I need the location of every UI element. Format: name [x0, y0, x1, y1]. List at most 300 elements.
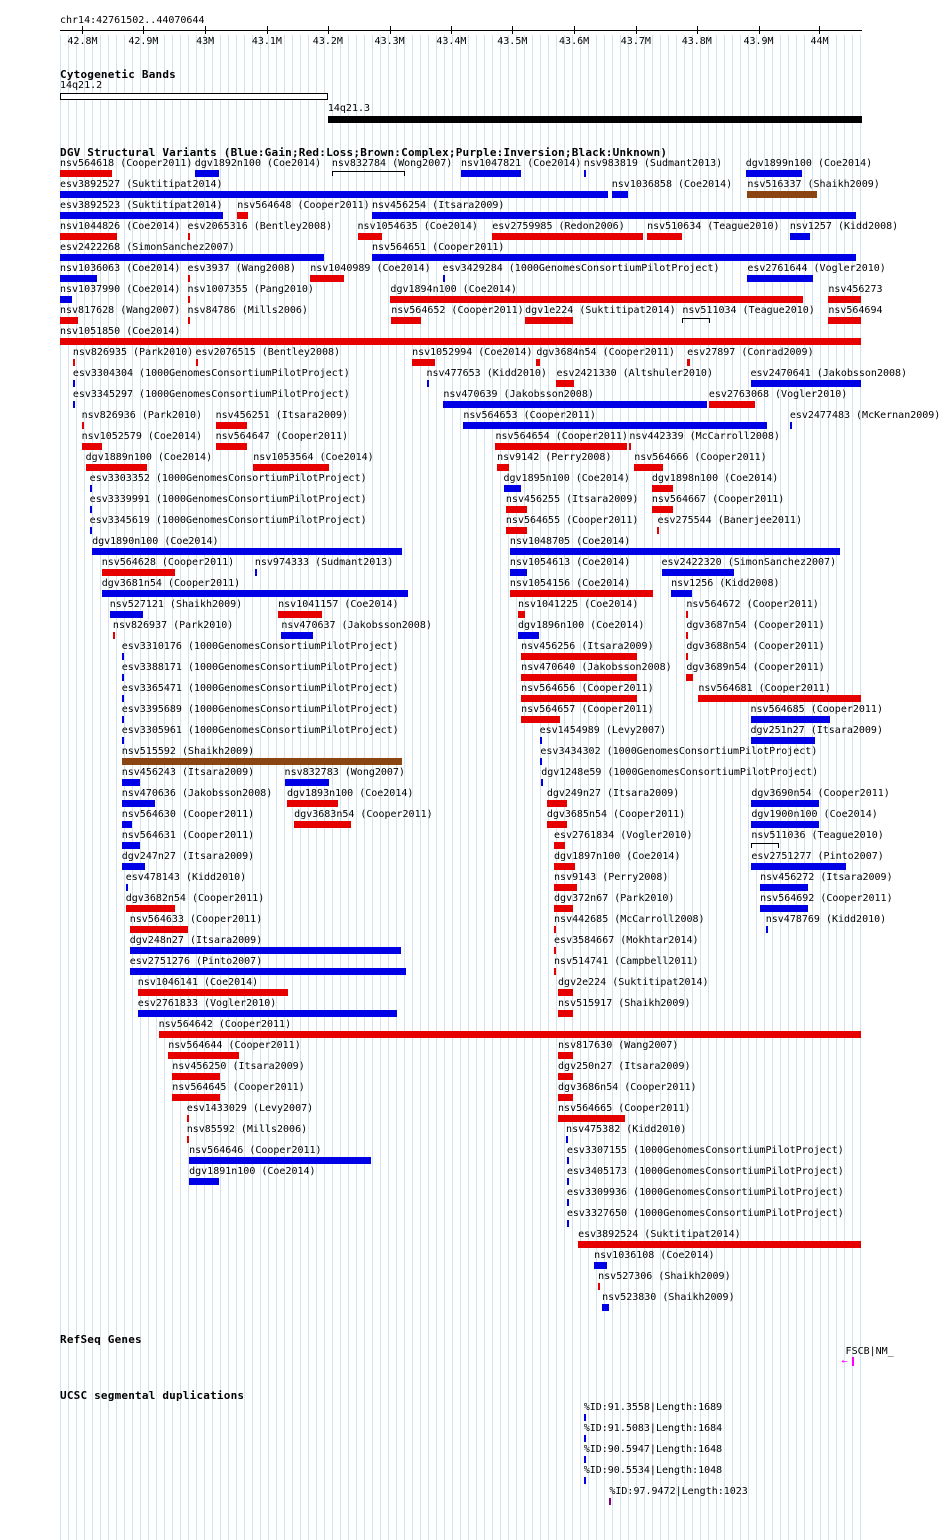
sv-label[interactable]: esv3309936 (1000GenomesConsortiumPilotProject)	[566, 1187, 844, 1198]
sv-bar[interactable]	[358, 233, 383, 240]
sv-bar[interactable]	[60, 212, 223, 219]
sv-label[interactable]: dgv3681n54 (Cooper2011)	[101, 578, 241, 589]
sv-bar[interactable]	[506, 527, 527, 534]
sv-label[interactable]: nsv442339 (McCarroll2008)	[629, 431, 780, 442]
sv-bar[interactable]	[443, 275, 445, 282]
sv-label[interactable]: nsv470637 (Jakobsson2008)	[281, 620, 432, 631]
sv-label[interactable]: nsv1007355 (Pang2010)	[187, 284, 314, 295]
sv-bar[interactable]	[541, 779, 543, 786]
sv-bar[interactable]	[122, 695, 124, 702]
sv-label[interactable]: nsv832784 (Wong2007)	[331, 158, 453, 169]
sv-label[interactable]: esv3405173 (1000GenomesConsortiumPilotProject)	[566, 1166, 844, 1177]
sv-label[interactable]: esv2761833 (Vogler2010)	[137, 998, 277, 1009]
sv-label[interactable]: esv3339991 (1000GenomesConsortiumPilotProject)	[89, 494, 367, 505]
sv-label[interactable]: dgv251n27 (Itsara2009)	[750, 725, 883, 736]
sv-bar[interactable]	[554, 968, 556, 975]
sv-bar[interactable]	[634, 464, 663, 471]
sv-bar[interactable]	[60, 170, 112, 177]
sv-bar[interactable]	[82, 422, 84, 429]
sv-bar[interactable]	[60, 338, 861, 345]
sv-bar[interactable]	[554, 884, 577, 891]
sv-label[interactable]: esv2751276 (Pinto2007)	[129, 956, 263, 967]
sv-label[interactable]: esv27897 (Conrad2009)	[687, 347, 814, 358]
sv-bar[interactable]	[687, 359, 690, 366]
sv-label[interactable]: nsv564642 (Cooper2011)	[158, 1019, 292, 1030]
segdup-label[interactable]: %ID:90.5534|Length:1048	[583, 1465, 723, 1476]
sv-bar[interactable]	[790, 233, 810, 240]
sv-label[interactable]: nsv564646 (Cooper2011)	[189, 1145, 322, 1156]
sv-bar[interactable]	[554, 863, 575, 870]
sv-bar[interactable]	[90, 527, 92, 534]
sv-bar[interactable]	[90, 506, 92, 513]
sv-bar[interactable]	[671, 590, 692, 597]
sv-label[interactable]: nsv564655 (Cooper2011)	[505, 515, 639, 526]
sv-label[interactable]: nsv826935 (Park2010)	[72, 347, 194, 358]
sv-bar[interactable]	[159, 1031, 862, 1038]
sv-bar[interactable]	[751, 863, 846, 870]
sv-bar[interactable]	[518, 611, 525, 618]
sv-bar[interactable]	[510, 590, 653, 597]
gene-label[interactable]: FSCB|NM_	[845, 1346, 894, 1357]
sv-bar[interactable]	[188, 233, 190, 240]
sv-bar[interactable]	[138, 1010, 397, 1017]
sv-bar[interactable]	[540, 758, 542, 765]
sv-label[interactable]: esv3937 (Wang2008)	[187, 263, 296, 274]
sv-bar[interactable]	[122, 863, 145, 870]
sv-bar[interactable]	[195, 170, 219, 177]
sv-bar[interactable]	[497, 464, 509, 471]
sv-label[interactable]: esv3892523 (Suktitipat2014)	[60, 200, 223, 211]
sv-label[interactable]: nsv564685 (Cooper2011)	[750, 704, 883, 715]
sv-bar[interactable]	[652, 485, 673, 492]
sv-label[interactable]: dgv3684n54 (Cooper2011)	[536, 347, 675, 358]
sv-label[interactable]: dgv1895n100 (Coe2014)	[503, 473, 630, 484]
sv-label[interactable]: esv2761834 (Vogler2010)	[554, 830, 693, 841]
sv-label[interactable]: esv2421330 (Altshuler2010)	[556, 368, 713, 379]
sv-bar[interactable]	[281, 632, 313, 639]
sv-label[interactable]: esv3304304 (1000GenomesConsortiumPilotProject)	[72, 368, 350, 379]
sv-bar[interactable]	[187, 1136, 189, 1143]
sv-label[interactable]: nsv564666 (Cooper2011)	[634, 452, 767, 463]
sv-bar[interactable]	[828, 296, 861, 303]
sv-bar[interactable]	[598, 1283, 600, 1290]
sv-label[interactable]: esv3365471 (1000GenomesConsortiumPilotProject)	[121, 683, 399, 694]
sv-label[interactable]: nsv564667 (Cooper2011)	[651, 494, 785, 505]
sv-bar[interactable]	[130, 926, 189, 933]
sv-label[interactable]: dgv1248e59 (1000GenomesConsortiumPilotProject)	[541, 767, 819, 778]
sv-label[interactable]: nsv1054613 (Coe2014)	[509, 557, 631, 568]
sv-label[interactable]: nsv564644 (Cooper2011)	[168, 1040, 301, 1051]
sv-bar[interactable]	[122, 653, 124, 660]
segdup-label[interactable]: %ID:97.9472|Length:1023	[609, 1486, 748, 1497]
sv-label[interactable]: esv2761644 (Vogler2010)	[747, 263, 886, 274]
sv-bar[interactable]	[294, 821, 351, 828]
sv-bar[interactable]	[332, 171, 405, 176]
sv-bar[interactable]	[567, 1220, 569, 1227]
sv-bar[interactable]	[126, 884, 128, 891]
sv-bar[interactable]	[60, 254, 324, 261]
sv-label[interactable]: esv2477483 (McKernan2009)	[789, 410, 940, 421]
sv-label[interactable]: dgv1891n100 (Coe2014)	[189, 1166, 316, 1177]
sv-label[interactable]: dgv249n27 (Itsara2009)	[546, 788, 680, 799]
sv-bar[interactable]	[510, 569, 527, 576]
sv-bar[interactable]	[73, 380, 75, 387]
sv-bar[interactable]	[90, 485, 92, 492]
sv-label[interactable]: nsv826936 (Park2010)	[81, 410, 203, 421]
sv-label[interactable]: nsv564657 (Cooper2011)	[521, 704, 654, 715]
sv-label[interactable]: nsv1041157 (Coe2014)	[278, 599, 399, 610]
sv-bar[interactable]	[427, 380, 429, 387]
sv-label[interactable]: esv2763068 (Vogler2010)	[708, 389, 848, 400]
sv-bar[interactable]	[629, 443, 631, 450]
sv-label[interactable]: nsv564656 (Cooper2011)	[521, 683, 654, 694]
sv-bar[interactable]	[102, 569, 175, 576]
sv-bar[interactable]	[536, 359, 539, 366]
sv-bar[interactable]	[828, 317, 861, 324]
sv-label[interactable]: esv275544 (Banerjee2011)	[657, 515, 802, 526]
sv-bar[interactable]	[255, 569, 257, 576]
sv-label[interactable]: esv3345619 (1000GenomesConsortiumPilotProject)	[89, 515, 367, 526]
sv-label[interactable]: nsv564692 (Cooper2011)	[760, 893, 893, 904]
sv-bar[interactable]	[556, 380, 574, 387]
sv-label[interactable]: nsv564645 (Cooper2011)	[172, 1082, 305, 1093]
sv-bar[interactable]	[130, 968, 407, 975]
sv-label[interactable]: esv2065316 (Bentley2008)	[187, 221, 333, 232]
sv-label[interactable]: esv3584667 (Mokhtar2014)	[554, 935, 699, 946]
sv-bar[interactable]	[504, 485, 522, 492]
sv-bar[interactable]	[60, 233, 117, 240]
sv-label[interactable]: nsv1054156 (Coe2014)	[509, 578, 631, 589]
sv-label[interactable]: nsv85592 (Mills2006)	[186, 1124, 308, 1135]
sv-bar[interactable]	[602, 1304, 608, 1311]
sv-bar[interactable]	[126, 905, 176, 912]
sv-label[interactable]: nsv1041225 (Coe2014)	[517, 599, 639, 610]
sv-label[interactable]: esv3310176 (1000GenomesConsortiumPilotProject)	[121, 641, 399, 652]
sv-label[interactable]: dgv247n27 (Itsara2009)	[121, 851, 255, 862]
sv-label[interactable]: dgv1893n100 (Coe2014)	[286, 788, 414, 799]
sv-bar[interactable]	[766, 926, 768, 933]
sv-label[interactable]: nsv817628 (Wang2007)	[60, 305, 181, 316]
sv-label[interactable]: nsv564651 (Cooper2011)	[371, 242, 505, 253]
sv-bar[interactable]	[547, 821, 567, 828]
sv-label[interactable]: nsv456256 (Itsara2009)	[521, 641, 654, 652]
sv-label[interactable]: dgv248n27 (Itsara2009)	[129, 935, 263, 946]
sv-bar[interactable]	[60, 317, 78, 324]
sv-bar[interactable]	[463, 422, 767, 429]
sv-label[interactable]: dgv3688n54 (Cooper2011)	[686, 641, 825, 652]
sv-label[interactable]: nsv470639 (Jakobsson2008)	[443, 389, 594, 400]
sv-label[interactable]: nsv1047821 (Coe2014)	[461, 158, 582, 169]
sv-label[interactable]: esv3892527 (Suktitipat2014)	[60, 179, 223, 190]
sv-label[interactable]: nsv470636 (Jakobsson2008)	[121, 788, 273, 799]
sv-bar[interactable]	[372, 254, 856, 261]
sv-label[interactable]: nsv1048705 (Coe2014)	[509, 536, 631, 547]
sv-label[interactable]: nsv9143 (Perry2008)	[554, 872, 669, 883]
sv-label[interactable]: nsv564618 (Cooper2011)	[60, 158, 193, 169]
sv-label[interactable]: nsv564672 (Cooper2011)	[686, 599, 819, 610]
sv-label[interactable]: nsv1257 (Kidd2008)	[789, 221, 899, 232]
sv-label[interactable]: nsv564665 (Cooper2011)	[558, 1103, 691, 1114]
sv-label[interactable]: esv3429284 (1000GenomesConsortiumPilotProject)	[442, 263, 720, 274]
sv-label[interactable]: esv2076515 (Bentley2008)	[195, 347, 341, 358]
sv-label[interactable]: nsv527121 (Shaikh2009)	[109, 599, 243, 610]
sv-label[interactable]: nsv456273	[828, 284, 883, 295]
sv-label[interactable]: nsv817630 (Wang2007)	[558, 1040, 679, 1051]
sv-label[interactable]: esv3345297 (1000GenomesConsortiumPilotProject)	[72, 389, 350, 400]
sv-bar[interactable]	[412, 359, 434, 366]
sv-label[interactable]: dgv1e224 (Suktitipat2014)	[525, 305, 676, 316]
sv-bar[interactable]	[686, 653, 688, 660]
sv-bar[interactable]	[558, 989, 573, 996]
sv-bar[interactable]	[60, 275, 97, 282]
sv-bar[interactable]	[682, 318, 709, 323]
sv-label[interactable]: nsv523830 (Shaikh2009)	[602, 1292, 735, 1303]
sv-bar[interactable]	[253, 464, 328, 471]
sv-bar[interactable]	[567, 1178, 569, 1185]
sv-bar[interactable]	[122, 758, 402, 765]
sv-bar[interactable]	[521, 653, 637, 660]
sv-label[interactable]: nsv9142 (Perry2008)	[497, 452, 612, 463]
sv-label[interactable]: dgv2e224 (Suktitipat2014)	[558, 977, 709, 988]
sv-bar[interactable]	[189, 1178, 219, 1185]
sv-bar[interactable]	[196, 359, 198, 366]
sv-label[interactable]: nsv564653 (Cooper2011)	[463, 410, 596, 421]
sv-bar[interactable]	[110, 611, 143, 618]
sv-label[interactable]: esv3303352 (1000GenomesConsortiumPilotProject)	[89, 473, 367, 484]
sv-bar[interactable]	[310, 275, 344, 282]
sv-label[interactable]: nsv527306 (Shaikh2009)	[598, 1271, 731, 1282]
sv-bar[interactable]	[216, 443, 247, 450]
sv-label[interactable]: nsv983819 (Sudmant2013)	[583, 158, 723, 169]
segdup-bar[interactable]	[584, 1435, 586, 1442]
gene-arrow-icon[interactable]: ←	[842, 1357, 854, 1366]
sv-bar[interactable]	[751, 737, 815, 744]
sv-bar[interactable]	[709, 401, 755, 408]
sv-bar[interactable]	[172, 1073, 220, 1080]
sv-label[interactable]: nsv1044826 (Coe2014)	[60, 221, 181, 232]
sv-label[interactable]: nsv564654 (Cooper2011)	[495, 431, 628, 442]
sv-label[interactable]: esv2759985 (Redon2006)	[492, 221, 625, 232]
sv-bar[interactable]	[73, 401, 75, 408]
sv-label[interactable]: esv3388171 (1000GenomesConsortiumPilotProject)	[121, 662, 399, 673]
sv-label[interactable]: nsv1256 (Kidd2008)	[671, 578, 780, 589]
sv-bar[interactable]	[122, 716, 124, 723]
sv-label[interactable]: nsv974333 (Sudmant2013)	[254, 557, 394, 568]
sv-label[interactable]: dgv1890n100 (Coe2014)	[92, 536, 219, 547]
sv-label[interactable]: nsv564648 (Cooper2011)	[237, 200, 370, 211]
sv-bar[interactable]	[130, 947, 401, 954]
sv-label[interactable]: nsv478769 (Kidd2010)	[765, 914, 887, 925]
sv-bar[interactable]	[686, 674, 692, 681]
sv-label[interactable]: esv3892524 (Suktitipat2014)	[578, 1229, 741, 1240]
sv-label[interactable]: nsv1053564 (Coe2014)	[253, 452, 374, 463]
sv-label[interactable]: nsv564694	[828, 305, 883, 316]
sv-label[interactable]: nsv456243 (Itsara2009)	[121, 767, 255, 778]
sv-label[interactable]: nsv475382 (Kidd2010)	[566, 1124, 687, 1135]
sv-bar[interactable]	[216, 422, 247, 429]
sv-bar[interactable]	[567, 1157, 569, 1164]
sv-bar[interactable]	[495, 443, 627, 450]
sv-bar[interactable]	[510, 548, 840, 555]
sv-label[interactable]: esv2470641 (Jakobsson2008)	[750, 368, 908, 379]
sv-label[interactable]: dgv3686n54 (Cooper2011)	[558, 1082, 697, 1093]
sv-bar[interactable]	[60, 296, 72, 303]
sv-label[interactable]: esv478143 (Kidd2010)	[125, 872, 247, 883]
sv-bar[interactable]	[521, 674, 637, 681]
sv-bar[interactable]	[521, 695, 637, 702]
sv-bar[interactable]	[554, 926, 556, 933]
sv-label[interactable]: nsv511036 (Teague2010)	[751, 830, 884, 841]
sv-bar[interactable]	[558, 1052, 573, 1059]
sv-label[interactable]: dgv1889n100 (Coe2014)	[85, 452, 213, 463]
sv-bar[interactable]	[662, 569, 734, 576]
sv-bar[interactable]	[122, 842, 140, 849]
sv-label[interactable]: nsv564630 (Cooper2011)	[121, 809, 255, 820]
sv-bar[interactable]	[278, 611, 322, 618]
sv-label[interactable]: nsv1037990 (Coe2014)	[60, 284, 181, 295]
sv-label[interactable]: nsv477653 (Kidd2010)	[426, 368, 547, 379]
sv-bar[interactable]	[747, 275, 813, 282]
sv-label[interactable]: dgv3689n54 (Cooper2011)	[686, 662, 825, 673]
sv-label[interactable]: nsv510634 (Teague2010)	[647, 221, 780, 232]
sv-bar[interactable]	[187, 1115, 189, 1122]
sv-bar[interactable]	[567, 1199, 569, 1206]
sv-label[interactable]: nsv456272 (Itsara2009)	[760, 872, 893, 883]
sv-label[interactable]: esv1454989 (Levy2007)	[539, 725, 667, 736]
sv-label[interactable]: nsv84786 (Mills2006)	[187, 305, 308, 316]
sv-label[interactable]: nsv456250 (Itsara2009)	[172, 1061, 305, 1072]
sv-bar[interactable]	[554, 842, 565, 849]
sv-label[interactable]: nsv1054635 (Coe2014)	[357, 221, 478, 232]
sv-bar[interactable]	[189, 1157, 371, 1164]
sv-label[interactable]: nsv564681 (Cooper2011)	[698, 683, 831, 694]
sv-bar[interactable]	[92, 548, 402, 555]
segdup-label[interactable]: %ID:91.5083|Length:1684	[583, 1423, 723, 1434]
sv-bar[interactable]	[751, 716, 830, 723]
sv-label[interactable]: nsv456251 (Itsara2009)	[215, 410, 349, 421]
sv-bar[interactable]	[554, 947, 556, 954]
cytoband-bar[interactable]	[328, 116, 862, 123]
sv-bar[interactable]	[122, 821, 132, 828]
sv-bar[interactable]	[540, 737, 542, 744]
sv-bar[interactable]	[518, 632, 539, 639]
sv-label[interactable]: nsv564628 (Cooper2011)	[101, 557, 235, 568]
sv-label[interactable]: dgv1898n100 (Coe2014)	[651, 473, 779, 484]
sv-bar[interactable]	[558, 1094, 573, 1101]
sv-label[interactable]: dgv3690n54 (Cooper2011)	[751, 788, 890, 799]
sv-bar[interactable]	[558, 1073, 573, 1080]
sv-bar[interactable]	[525, 317, 573, 324]
sv-label[interactable]: nsv564652 (Cooper2011)	[391, 305, 524, 316]
sv-bar[interactable]	[122, 800, 155, 807]
sv-label[interactable]: esv2422320 (SimonSanchez2007)	[661, 557, 837, 568]
segdup-label[interactable]: %ID:91.3558|Length:1689	[583, 1402, 723, 1413]
sv-label[interactable]: esv3327650 (1000GenomesConsortiumPilotProject)	[566, 1208, 844, 1219]
sv-bar[interactable]	[122, 674, 124, 681]
sv-label[interactable]: nsv514741 (Campbell2011)	[554, 956, 699, 967]
sv-label[interactable]: dgv1899n100 (Coe2014)	[745, 158, 873, 169]
sv-bar[interactable]	[760, 884, 808, 891]
sv-label[interactable]: dgv3687n54 (Cooper2011)	[686, 620, 825, 631]
sv-bar[interactable]	[122, 737, 124, 744]
cytoband-bar[interactable]	[60, 93, 328, 100]
sv-label[interactable]: nsv516337 (Shaikh2009)	[747, 179, 880, 190]
sv-label[interactable]: esv3434302 (1000GenomesConsortiumPilotProject)	[540, 746, 818, 757]
sv-bar[interactable]	[747, 191, 817, 198]
sv-label[interactable]: nsv470640 (Jakobsson2008)	[521, 662, 672, 673]
sv-label[interactable]: nsv826937 (Park2010)	[112, 620, 234, 631]
sv-label[interactable]: nsv564631 (Cooper2011)	[121, 830, 255, 841]
sv-bar[interactable]	[652, 506, 673, 513]
sv-label[interactable]: dgv1894n100 (Coe2014)	[390, 284, 517, 295]
sv-bar[interactable]	[554, 905, 573, 912]
sv-bar[interactable]	[237, 212, 247, 219]
sv-bar[interactable]	[113, 632, 115, 639]
sv-label[interactable]: nsv1040989 (Coe2014)	[310, 263, 431, 274]
sv-bar[interactable]	[82, 443, 103, 450]
sv-label[interactable]: nsv1046141 (Coe2014)	[137, 977, 259, 988]
sv-bar[interactable]	[461, 170, 521, 177]
sv-bar[interactable]	[751, 800, 819, 807]
sv-bar[interactable]	[86, 464, 148, 471]
sv-label[interactable]: dgv1900n100 (Coe2014)	[751, 809, 878, 820]
sv-label[interactable]: nsv442685 (McCarroll2008)	[554, 914, 705, 925]
sv-label[interactable]: esv3307155 (1000GenomesConsortiumPilotProject)	[566, 1145, 844, 1156]
sv-bar[interactable]	[547, 800, 567, 807]
sv-bar[interactable]	[558, 1115, 625, 1122]
sv-label[interactable]: esv2422268 (SimonSanchez2007)	[60, 242, 235, 253]
sv-label[interactable]: nsv1051850 (Coe2014)	[60, 326, 181, 337]
sv-bar[interactable]	[790, 422, 792, 429]
sv-label[interactable]: dgv250n27 (Itsara2009)	[558, 1061, 691, 1072]
sv-bar[interactable]	[102, 590, 408, 597]
sv-label[interactable]: esv1433029 (Levy2007)	[186, 1103, 314, 1114]
segdup-bar[interactable]	[609, 1498, 611, 1505]
sv-label[interactable]: nsv456255 (Itsara2009)	[505, 494, 639, 505]
sv-bar[interactable]	[760, 905, 808, 912]
sv-label[interactable]: dgv3683n54 (Cooper2011)	[294, 809, 433, 820]
sv-label[interactable]: nsv1036108 (Coe2014)	[594, 1250, 715, 1261]
sv-bar[interactable]	[60, 191, 608, 198]
sv-bar[interactable]	[612, 191, 628, 198]
sv-label[interactable]: dgv372n67 (Park2010)	[554, 893, 675, 904]
sv-bar[interactable]	[391, 317, 421, 324]
sv-label[interactable]: esv3395689 (1000GenomesConsortiumPilotProject)	[121, 704, 399, 715]
sv-bar[interactable]	[188, 275, 190, 282]
sv-label[interactable]: nsv456254 (Itsara2009)	[371, 200, 505, 211]
sv-bar[interactable]	[188, 317, 190, 324]
sv-label[interactable]: dgv1892n100 (Coe2014)	[194, 158, 322, 169]
sv-bar[interactable]	[188, 296, 190, 303]
sv-bar[interactable]	[566, 1136, 568, 1143]
segdup-bar[interactable]	[584, 1456, 586, 1463]
sv-bar[interactable]	[521, 716, 559, 723]
sv-bar[interactable]	[686, 632, 688, 639]
segdup-label[interactable]: %ID:90.5947|Length:1648	[583, 1444, 723, 1455]
sv-label[interactable]: esv2751277 (Pinto2007)	[751, 851, 884, 862]
sv-label[interactable]: dgv3682n54 (Cooper2011)	[125, 893, 265, 904]
sv-bar[interactable]	[686, 611, 688, 618]
sv-label[interactable]: nsv564647 (Cooper2011)	[215, 431, 349, 442]
sv-label[interactable]: nsv515592 (Shaikh2009)	[121, 746, 255, 757]
sv-label[interactable]: nsv1036063 (Coe2014)	[60, 263, 181, 274]
sv-bar[interactable]	[751, 380, 862, 387]
sv-bar[interactable]	[138, 989, 288, 996]
sv-bar[interactable]	[390, 296, 802, 303]
sv-bar[interactable]	[746, 170, 802, 177]
segdup-bar[interactable]	[584, 1477, 586, 1484]
sv-bar[interactable]	[594, 1262, 607, 1269]
